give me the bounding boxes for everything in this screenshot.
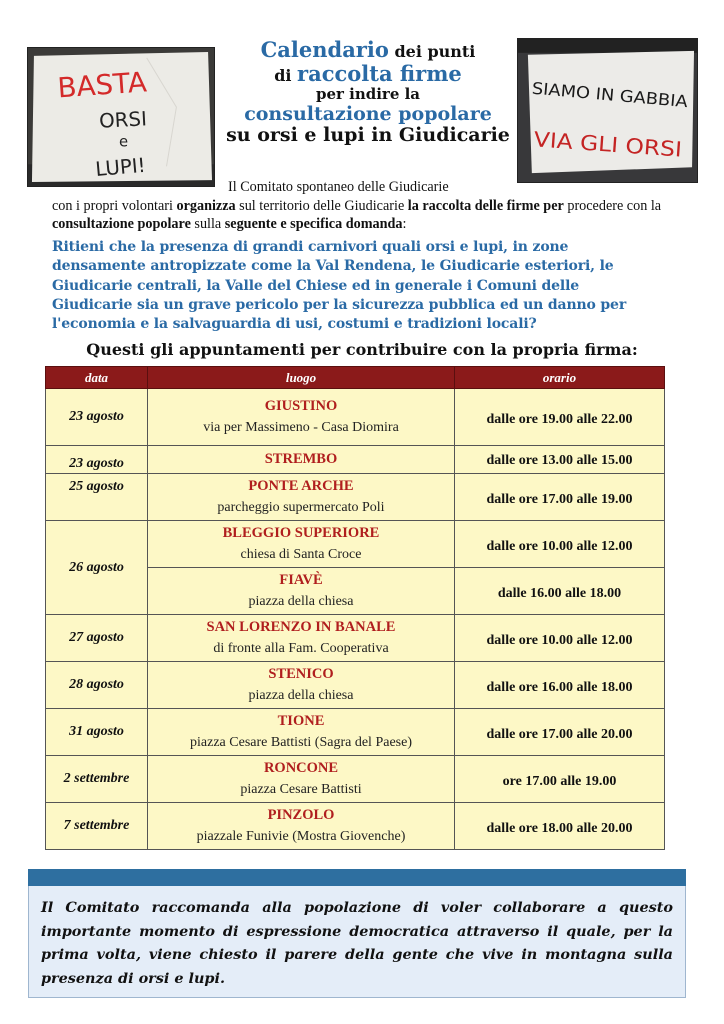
- appointments-heading: Questi gli appuntamenti per contribuire con la propria firma:: [86, 340, 638, 359]
- row-date: 28 agosto: [46, 662, 148, 709]
- banner-photo-basta-orsi-lupi: [27, 47, 215, 187]
- place-address: chiesa di Santa Croce: [240, 547, 362, 562]
- title-calendario: Calendario: [260, 37, 389, 62]
- place-address: piazza Cesare Battisti: [240, 782, 362, 797]
- title-di: di: [274, 66, 298, 86]
- row-place: [148, 568, 455, 615]
- title-raccolta-firme: raccolta firme: [297, 61, 462, 87]
- row-hours: dalle ore 13.00 alle 15.00: [455, 446, 665, 474]
- place-name: STREMBO: [264, 451, 338, 467]
- banner-text-basta: BASTA: [56, 65, 148, 105]
- row-hours: dalle ore 19.00 alle 22.00: [455, 389, 665, 446]
- row-hours: dalle ore 17.00 alle 20.00: [455, 709, 665, 756]
- place-address: di fronte alla Fam. Cooperativa: [213, 641, 389, 656]
- table-row: [46, 474, 665, 521]
- column-header-hours: orario: [455, 367, 665, 389]
- title-per-indire: per indire la: [315, 85, 421, 104]
- row-date: 25 agosto: [46, 474, 148, 521]
- place-name: SAN LORENZO IN BANALE: [206, 619, 396, 635]
- footer-accent-bar: [28, 869, 686, 886]
- intro-text-4: sulla: [190, 216, 225, 232]
- place-name: BLEGGIO SUPERIORE: [222, 525, 380, 541]
- intro-paragraph: [52, 178, 662, 234]
- row-date: 7 settembre: [46, 803, 148, 850]
- row-place: [148, 474, 455, 521]
- row-date: 31 agosto: [46, 709, 148, 756]
- intro-bold-domanda: seguente e specifica domanda: [224, 216, 403, 232]
- table-row: [46, 709, 665, 756]
- place-name: STENICO: [268, 666, 334, 682]
- banner-text-siamo-in-gabbia: SIAMO IN GABBIA: [531, 78, 676, 110]
- place-address: piazza della chiesa: [248, 688, 354, 703]
- intro-bold-consultazione: consultazione popolare: [52, 216, 191, 232]
- row-place: [148, 803, 455, 850]
- row-place: [148, 446, 455, 474]
- row-place: [148, 389, 455, 446]
- intro-text-1: con i propri volontari: [52, 197, 177, 214]
- table-row: [46, 521, 665, 568]
- row-hours: ore 17.00 alle 19.00: [455, 756, 665, 803]
- row-hours: dalle 16.00 alle 18.00: [455, 568, 665, 615]
- place-address: piazzale Funivie (Mostra Giovenche): [196, 829, 406, 844]
- table-row: [46, 756, 665, 803]
- row-hours: dalle ore 10.00 alle 12.00: [455, 521, 665, 568]
- intro-text-3: procedere con la: [563, 197, 662, 214]
- row-date: 26 agosto: [46, 521, 148, 615]
- place-address: piazza della chiesa: [248, 594, 354, 609]
- intro-comitato: Il Comitato spontaneo delle Giudicarie: [228, 179, 449, 195]
- column-header-place: luogo: [148, 367, 455, 389]
- table-row: [46, 615, 665, 662]
- row-hours: dalle ore 10.00 alle 12.00: [455, 615, 665, 662]
- table-row: [46, 803, 665, 850]
- row-date: 23 agosto: [46, 389, 148, 446]
- place-name: GIUSTINO: [264, 398, 338, 414]
- row-date: 27 agosto: [46, 615, 148, 662]
- row-date: 2 settembre: [46, 756, 148, 803]
- place-name: FIAVÈ: [279, 572, 323, 588]
- schedule-table: [45, 366, 665, 850]
- row-place: [148, 662, 455, 709]
- place-address: via per Massimeno - Casa Diomira: [203, 420, 399, 435]
- row-date: 23 agosto: [46, 446, 148, 474]
- table-row: [46, 389, 665, 446]
- banner-text-via-gli-orsi: VIA GLI ORSI: [533, 127, 666, 161]
- title-consultazione-popolare: consultazione popolare: [244, 102, 492, 125]
- banner-text-lupi: LUPI!: [94, 153, 147, 182]
- row-hours: dalle ore 16.00 alle 18.00: [455, 662, 665, 709]
- intro-text-5: :: [402, 216, 407, 232]
- table-header-row: [46, 367, 665, 389]
- place-name: TIONE: [277, 713, 325, 729]
- table-row: [46, 662, 665, 709]
- referendum-question: Ritieni che la presenza di grandi carnivori quali orsi e lupi, in zone densamente antropizzate come la Val Rendena, le Giudicarie esteriori, le Giudicarie centrali, la Valle del Chiese ed in generale i Comuni delle Giudicarie sia un grave pericolo per la sicurezza pubblica ed un danno per l'economia e la salvaguardia di usi, costumi e tradizioni locali?: [52, 239, 627, 333]
- intro-bold-organizza: organizza: [176, 197, 236, 214]
- row-hours: dalle ore 17.00 alle 19.00: [455, 474, 665, 521]
- title-dei-punti: dei punti: [388, 42, 476, 61]
- column-header-date: data: [46, 367, 148, 389]
- row-place: [148, 709, 455, 756]
- place-name: RONCONE: [263, 760, 339, 776]
- table-row: [46, 446, 665, 474]
- row-place: [148, 521, 455, 568]
- banner-text-orsi: ORSI: [98, 107, 148, 133]
- place-name: PINZOLO: [267, 807, 335, 823]
- row-hours: dalle ore 18.00 alle 20.00: [455, 803, 665, 850]
- page-title: [218, 38, 518, 147]
- row-place: [148, 756, 455, 803]
- banner-photo-siamo-in-gabbia: [517, 38, 698, 183]
- intro-bold-raccolta: la raccolta delle firme per: [407, 197, 564, 214]
- title-orsi-lupi-giudicarie: su orsi e lupi in Giudicarie: [226, 124, 510, 147]
- intro-text-2: sul territorio delle Giudicarie: [235, 197, 408, 214]
- place-address: piazza Cesare Battisti (Sagra del Paese): [190, 735, 412, 750]
- place-name: PONTE ARCHE: [248, 478, 354, 494]
- place-address: parcheggio supermercato Poli: [217, 500, 385, 515]
- row-place: [148, 615, 455, 662]
- banner-text-e: e: [119, 133, 129, 151]
- footer-notice: Il Comitato raccomanda alla popolazione di voler collaborare a questo importante momento di espressione democratica attraverso il quale, per la prima volta, viene chiesto il parere della gente che vive in montagna sulla presenza di orsi e lupi.: [28, 886, 686, 998]
